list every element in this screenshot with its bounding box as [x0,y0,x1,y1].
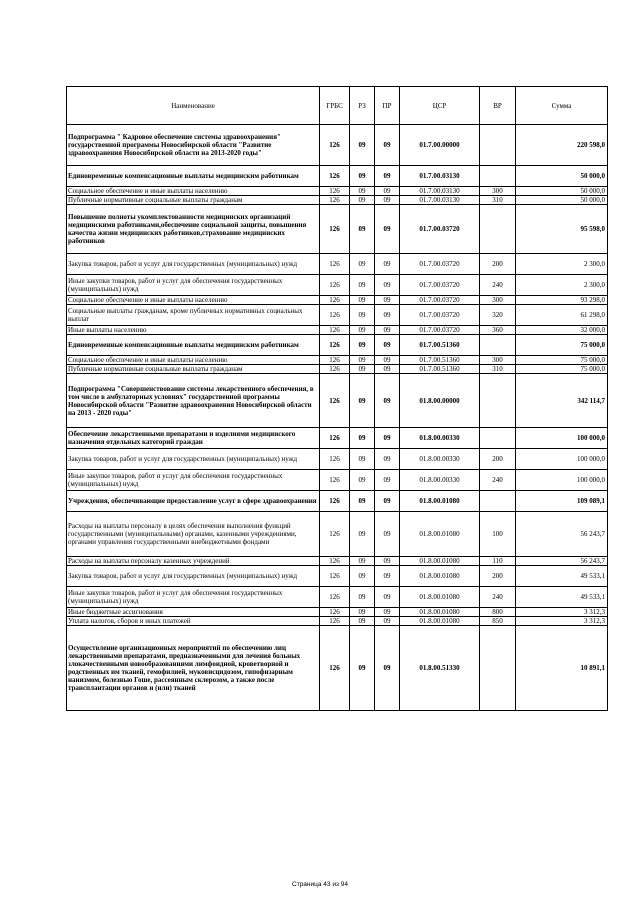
row-name: Социальное обеспечение и иные выплаты населению [67,296,320,305]
row-rz: 09 [350,608,375,617]
row-vr: 240 [480,587,516,608]
row-sum: 3 312,3 [516,608,608,617]
row-name: Публичные нормативные социальные выплаты гражданам [67,196,320,205]
row-grbs: 126 [320,205,350,254]
row-grbs: 126 [320,617,350,626]
row-grbs: 126 [320,365,350,374]
row-rz: 09 [350,449,375,470]
row-sum: 95 598,0 [516,205,608,254]
row-grbs: 126 [320,305,350,326]
row-rz: 09 [350,356,375,365]
row-pr: 09 [375,187,400,196]
row-csr: 01.8.00.01080 [400,512,480,557]
row-pr: 09 [375,275,400,296]
row-sum: 56 243,7 [516,512,608,557]
row-rz: 09 [350,254,375,275]
row-grbs: 126 [320,187,350,196]
row-pr: 09 [375,428,400,449]
row-csr: 01.8.00.01080 [400,617,480,626]
row-pr: 09 [375,512,400,557]
row-csr: 01.7.00.03720 [400,254,480,275]
row-name: Расходы на выплаты персоналу казенных учреждений [67,557,320,566]
header-rz: РЗ [350,87,375,125]
row-vr: 310 [480,196,516,205]
row-grbs: 126 [320,374,350,428]
budget-table [66,86,608,711]
table-row [67,374,608,428]
row-csr: 01.8.00.01080 [400,566,480,587]
header-name: Наименование [67,87,320,125]
table-header-row [67,87,608,125]
row-pr: 09 [375,449,400,470]
row-pr: 09 [375,125,400,166]
row-name: Повышение полноты укомплектованности медицинских организаций медицинскими работниками,обеспечение социальной защиты, повышения качества жизни медицинских работников,страхование медицинских работников [67,205,320,254]
table-row [67,626,608,711]
row-csr: 01.7.00.03720 [400,296,480,305]
row-sum: 2 300,0 [516,275,608,296]
row-pr: 09 [375,196,400,205]
row-name: Иные закупки товаров, работ и услуг для обеспечения государственных (муниципальных) нужд [67,275,320,296]
row-grbs: 126 [320,428,350,449]
row-grbs: 126 [320,166,350,187]
row-grbs: 126 [320,275,350,296]
row-name: Иные выплаты населению [67,326,320,335]
row-vr: 300 [480,296,516,305]
page-number: Страница 43 из 94 [292,881,348,888]
row-rz: 09 [350,512,375,557]
table-row [67,187,608,196]
row-grbs: 126 [320,196,350,205]
row-vr [480,205,516,254]
table-row [67,205,608,254]
row-rz: 09 [350,428,375,449]
row-csr: 01.8.00.00000 [400,374,480,428]
row-rz: 09 [350,566,375,587]
row-pr: 09 [375,305,400,326]
row-vr: 300 [480,356,516,365]
row-csr: 01.7.00.03720 [400,205,480,254]
row-name: Единовременные компенсационные выплаты медицинским работникам [67,166,320,187]
row-rz: 09 [350,617,375,626]
row-sum: 61 298,0 [516,305,608,326]
row-grbs: 126 [320,557,350,566]
row-pr: 09 [375,166,400,187]
row-csr: 01.7.00.03720 [400,305,480,326]
table-row [67,275,608,296]
row-sum: 100 000,0 [516,470,608,491]
row-name: Закупка товаров, работ и услуг для государственных (муниципальных) нужд [67,254,320,275]
table-row [67,587,608,608]
table-row [67,356,608,365]
row-name: Закупка товаров, работ и услуг для государственных (муниципальных) нужд [67,449,320,470]
row-grbs: 126 [320,296,350,305]
row-pr: 09 [375,557,400,566]
row-sum: 32 000,0 [516,326,608,335]
row-name: Учреждения, обеспечивающие предоставление услуг в сфере здравоохранения [67,491,320,512]
row-sum: 10 891,1 [516,626,608,711]
row-name: Социальное обеспечение и иные выплаты населению [67,356,320,365]
table-row [67,470,608,491]
row-csr: 01.7.00.03130 [400,187,480,196]
table-row [67,326,608,335]
row-pr: 09 [375,608,400,617]
header-csr: ЦСР [400,87,480,125]
row-vr: 320 [480,305,516,326]
row-pr: 09 [375,491,400,512]
row-sum: 50 000,0 [516,187,608,196]
row-csr: 01.7.00.51360 [400,365,480,374]
row-csr: 01.7.00.03720 [400,275,480,296]
row-sum: 49 533,1 [516,566,608,587]
table-row [67,428,608,449]
row-name: Подпрограмма "Совершенствование системы лекарственного обеспечения, в том числе в амбулаторных условиях" государственной программы Новосибирской области "Развитие здравоохранения Новосибирской области на 2013 - 2020 годы" [67,374,320,428]
row-grbs: 126 [320,326,350,335]
row-name: Расходы на выплаты персоналу в целях обеспечения выполнения функций государственными (муниципальными) органами, казенными учреждениями, органами управления государственными внебюджетными фондами [67,512,320,557]
table-row [67,125,608,166]
row-name: Подпрограмма " Кадровое обеспечение системы здравоохранения" государственной программы Новосибирской области "Развитие здравоохранения Новосибирской области на 2013-2020 годы" [67,125,320,166]
row-rz: 09 [350,626,375,711]
table-row [67,491,608,512]
row-sum: 109 089,1 [516,491,608,512]
row-csr: 01.7.00.03130 [400,196,480,205]
header-pr: ПР [375,87,400,125]
row-name: Иные бюджетные ассигнования [67,608,320,617]
row-pr: 09 [375,587,400,608]
row-vr [480,428,516,449]
row-csr: 01.8.00.51330 [400,626,480,711]
row-vr: 300 [480,187,516,196]
table-row [67,296,608,305]
row-pr: 09 [375,296,400,305]
row-pr: 09 [375,205,400,254]
table-row [67,305,608,326]
row-grbs: 126 [320,449,350,470]
row-vr: 200 [480,566,516,587]
row-name: Уплата налогов, сборов и иных платежей [67,617,320,626]
row-csr: 01.8.00.00330 [400,470,480,491]
row-rz: 09 [350,335,375,356]
header-vr: ВР [480,87,516,125]
row-sum: 75 000,0 [516,365,608,374]
row-pr: 09 [375,626,400,711]
row-rz: 09 [350,470,375,491]
row-vr: 310 [480,365,516,374]
row-name: Закупка товаров, работ и услуг для государственных (муниципальных) нужд [67,566,320,587]
row-csr: 01.8.00.01080 [400,491,480,512]
row-vr: 200 [480,254,516,275]
row-sum: 220 598,0 [516,125,608,166]
row-vr [480,125,516,166]
table-row [67,335,608,356]
row-name: Иные закупки товаров, работ и услуг для обеспечения государственных (муниципальных) нужд [67,470,320,491]
row-vr: 200 [480,449,516,470]
row-vr [480,335,516,356]
row-rz: 09 [350,587,375,608]
row-vr: 240 [480,275,516,296]
row-vr: 240 [480,470,516,491]
row-sum: 50 000,0 [516,166,608,187]
row-rz: 09 [350,305,375,326]
row-grbs: 126 [320,254,350,275]
row-vr [480,491,516,512]
row-vr [480,374,516,428]
row-rz: 09 [350,365,375,374]
row-grbs: 126 [320,587,350,608]
row-grbs: 126 [320,335,350,356]
row-sum: 100 000,0 [516,449,608,470]
table-row [67,449,608,470]
row-vr [480,166,516,187]
row-sum: 2 300,0 [516,254,608,275]
row-grbs: 126 [320,566,350,587]
row-pr: 09 [375,374,400,428]
table-row [67,254,608,275]
header-grbs: ГРБС [320,87,350,125]
row-sum: 93 298,0 [516,296,608,305]
row-name: Публичные нормативные социальные выплаты гражданам [67,365,320,374]
row-csr: 01.7.00.03720 [400,326,480,335]
row-sum: 49 533,1 [516,587,608,608]
row-rz: 09 [350,275,375,296]
header-sum: Сумма [516,87,608,125]
row-pr: 09 [375,335,400,356]
row-sum: 75 000,0 [516,335,608,356]
row-pr: 09 [375,326,400,335]
row-grbs: 126 [320,470,350,491]
row-rz: 09 [350,296,375,305]
row-rz: 09 [350,125,375,166]
row-grbs: 126 [320,356,350,365]
row-sum: 100 000,0 [516,428,608,449]
table-row [67,617,608,626]
row-grbs: 126 [320,512,350,557]
row-sum: 342 114,7 [516,374,608,428]
row-vr: 100 [480,512,516,557]
row-vr: 800 [480,608,516,617]
row-csr: 01.7.00.51360 [400,356,480,365]
row-rz: 09 [350,374,375,428]
table-row [67,608,608,617]
row-rz: 09 [350,491,375,512]
row-grbs: 126 [320,125,350,166]
row-vr: 360 [480,326,516,335]
row-rz: 09 [350,326,375,335]
row-rz: 09 [350,557,375,566]
row-csr: 01.7.00.03130 [400,166,480,187]
row-name: Социальное обеспечение и иные выплаты населению [67,187,320,196]
row-name: Обеспечение лекарственными препаратами и изделиями медицинского назначения отдельных категорий граждан [67,428,320,449]
row-csr: 01.8.00.00330 [400,449,480,470]
row-sum: 75 000,0 [516,356,608,365]
row-grbs: 126 [320,491,350,512]
row-vr: 110 [480,557,516,566]
row-csr: 01.7.00.51360 [400,335,480,356]
table-row [67,196,608,205]
row-pr: 09 [375,470,400,491]
row-pr: 09 [375,254,400,275]
table-row [67,166,608,187]
table-row [67,557,608,566]
row-grbs: 126 [320,608,350,617]
row-rz: 09 [350,205,375,254]
row-pr: 09 [375,365,400,374]
row-sum: 50 000,0 [516,196,608,205]
table-row [67,365,608,374]
row-rz: 09 [350,166,375,187]
row-name: Иные закупки товаров, работ и услуг для обеспечения государственных (муниципальных) нужд [67,587,320,608]
row-grbs: 126 [320,626,350,711]
row-name: Осуществление организационных мероприятий по обеспечению лиц лекарственными препаратами, предназначенными для лечения больных злокачественными новообразованиями лимфоидной, кроветворной и родственных им тканей, гемофилией, муковисцидозом, гипофизарным нанизмом, болезнью Гоше, рассеянным склерозом, а также после трансплантации органов и (или) тканей [67,626,320,711]
row-vr [480,626,516,711]
row-vr: 850 [480,617,516,626]
row-name: Единовременные компенсационные выплаты медицинским работникам [67,335,320,356]
row-name: Социальные выплаты гражданам, кроме публичных нормативных социальных выплат [67,305,320,326]
row-sum: 56 243,7 [516,557,608,566]
table-body [67,125,608,711]
table-row [67,566,608,587]
row-rz: 09 [350,196,375,205]
row-pr: 09 [375,617,400,626]
table-row [67,512,608,557]
row-pr: 09 [375,356,400,365]
row-csr: 01.8.00.01080 [400,557,480,566]
row-pr: 09 [375,566,400,587]
row-csr: 01.8.00.01080 [400,587,480,608]
row-csr: 01.7.00.00000 [400,125,480,166]
row-csr: 01.8.00.01080 [400,608,480,617]
row-csr: 01.8.00.00330 [400,428,480,449]
row-sum: 3 312,3 [516,617,608,626]
row-rz: 09 [350,187,375,196]
